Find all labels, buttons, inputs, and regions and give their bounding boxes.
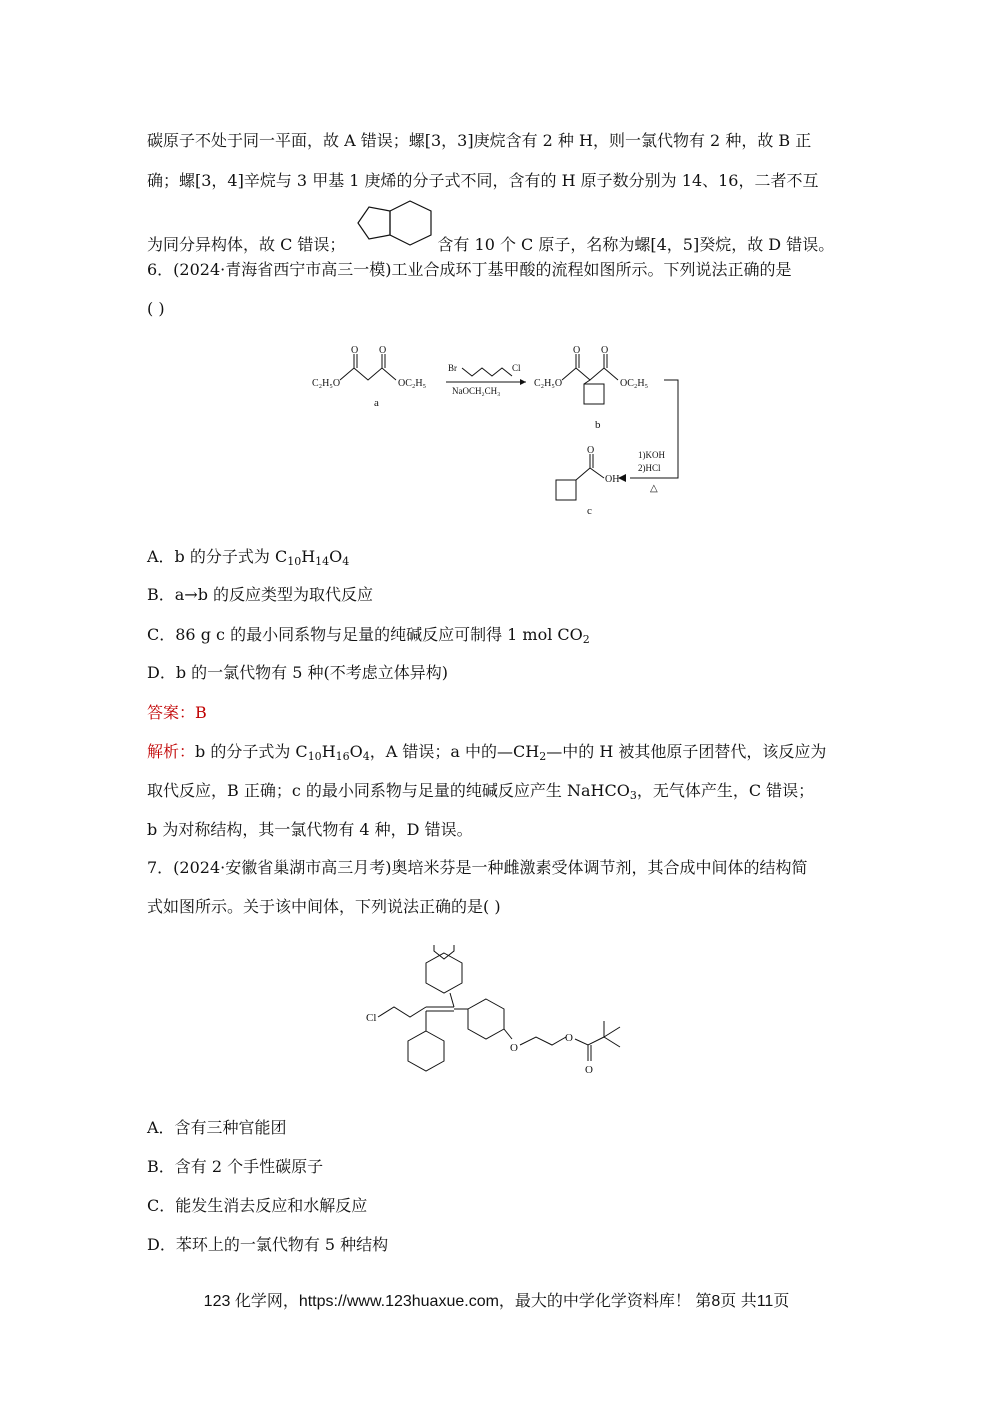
q6-option-b: B．a→b 的反应类型为取代反应 (147, 585, 374, 604)
a-o1: O (351, 345, 359, 356)
prev-expl-line-3 (147, 228, 834, 256)
q6-answer-paren: ( ) (147, 299, 165, 318)
prev-expl-line-1: 碳原子不处于同一平面，故 A 错误；螺[3，3]庚烷含有 2 种 H，则一氯代物有 2 种，故 B 正 (147, 131, 812, 150)
q6-option-d: D．b 的一氯代物有 5 种(不考虑立体异构) (147, 663, 448, 682)
q6-option-c: C．86 g c 的最小同系物与足量的纯碱反应可制得 1 mol $CO_2$ (147, 625, 590, 646)
q6-explanation-3: b 为对称结构，其一氯代物有 4 种，D 错误。 (147, 820, 473, 839)
label-a: a (374, 397, 379, 409)
q7-stem-1: 7．(2024·安徽省巢湖市高三月考)奥培米芬是一种雌激素受体调节剂，其合成中间体的结构简 (147, 858, 808, 877)
b-right-group: OC₂H₅ (620, 378, 649, 389)
spiro-4-5-decane-structure (345, 228, 437, 250)
reagent-base: NaOCH₂CH₃ (452, 386, 501, 396)
q7-stem-2: 式如图所示。关于该中间体，下列说法正确的是( ) (147, 897, 501, 916)
q7-option-c: C．能发生消去反应和水解反应 (147, 1196, 368, 1215)
cond-koh: 1)KOH (638, 450, 665, 460)
b-o1: O (573, 345, 581, 356)
reagent-cl: Cl (512, 363, 521, 373)
b-o2: O (601, 345, 609, 356)
q7-option-d: D．苯环上的一氯代物有 5 种结构 (147, 1235, 389, 1254)
q7-option-b: B．含有 2 个手性碳原子 (147, 1157, 324, 1176)
q6-option-a: A．b 的分子式为 $C_{10}H_{14}O_4$ (147, 547, 350, 568)
c-oh: OH (605, 474, 620, 485)
c-o: O (587, 445, 595, 456)
q6-explanation-1: 解析：b 的分子式为 $C_{10}H_{16}O_4$，A 错误；a 中的$—CH_2—$中的 H 被其他原子团替代，该反应为 (147, 742, 827, 763)
struct-o2: O (565, 1032, 573, 1044)
cond-heat: △ (650, 483, 658, 494)
struct-o1: O (510, 1042, 518, 1054)
cond-hcl: 2)HCl (638, 463, 661, 473)
q6-explanation-2: 取代反应，B 正确；c 的最小同系物与足量的纯碱反应产生 NaHCO$_3$，无气体产生，C 错误； (147, 781, 815, 802)
a-right-group: OC₂H₅ (398, 378, 427, 389)
q6-reaction-scheme (300, 340, 690, 520)
q7-option-a: A．含有三种官能团 (147, 1118, 287, 1137)
struct-o3: O (585, 1064, 593, 1076)
a-o2: O (379, 345, 387, 356)
prev-expl-line-3-start: 为同分异构体，故 C 错误； (147, 235, 346, 254)
q6-answer: 答案：B (147, 703, 207, 722)
struct-cl: Cl (366, 1012, 377, 1024)
b-left-group: C₂H₅O (534, 378, 563, 389)
q7-structure (360, 945, 630, 1085)
page-footer: 123 化学网，https://www.123huaxue.com，最大的中学化学资料库！ 第8页 共11页 (203, 1293, 790, 1310)
a-left-group: C₂H₅O (312, 378, 341, 389)
label-b: b (595, 419, 601, 431)
q6-stem: 6．(2024·青海省西宁市高三一模)工业合成环丁基甲酸的流程如图所示。下列说法正确的是 (147, 260, 792, 279)
reagent-br: Br (448, 363, 457, 373)
prev-expl-line-2: 确；螺[3，4]辛烷与 3 甲基 1 庚烯的分子式不同，含有的 H 原子数分别为 14、16，二者不互 (147, 171, 819, 190)
prev-expl-line-3-end: 含有 10 个 C 原子，名称为螺[4，5]癸烷，故 D 错误。 (437, 235, 835, 254)
label-c: c (587, 505, 592, 517)
